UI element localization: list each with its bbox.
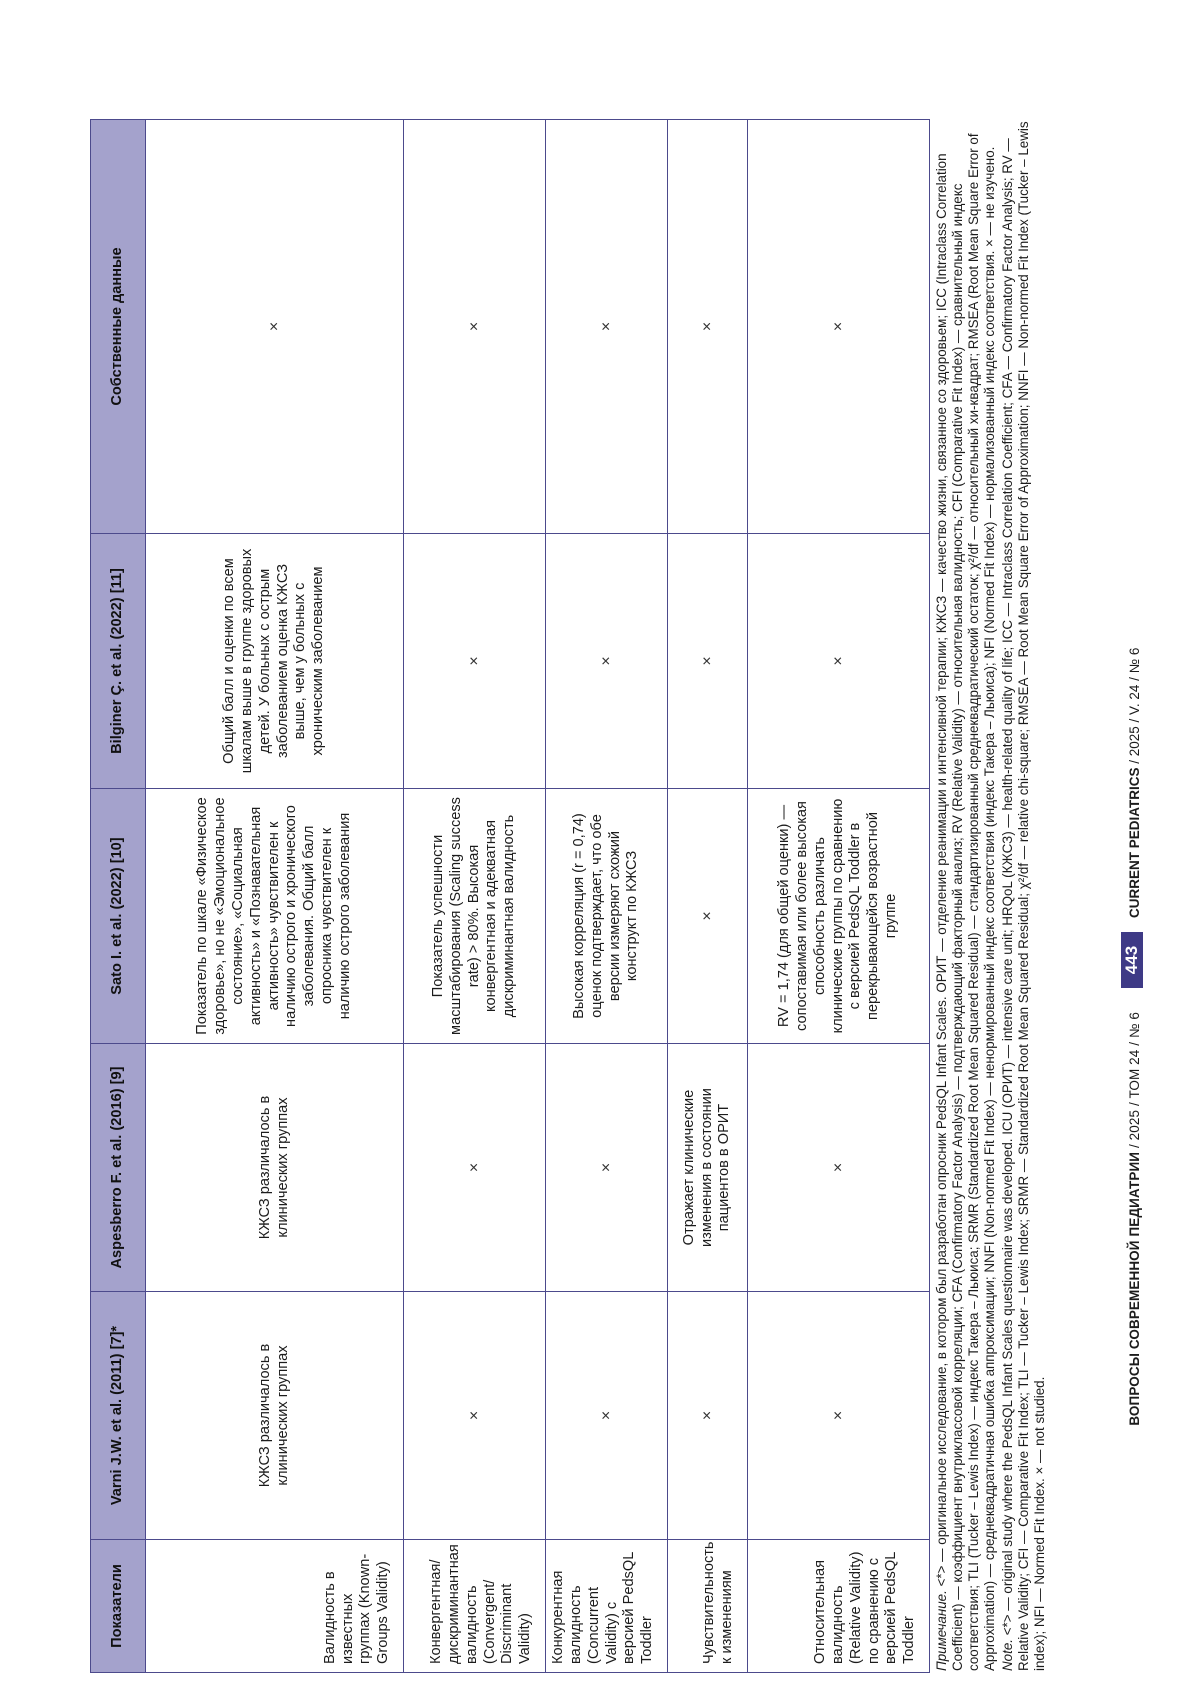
table-cell: Отражает клинические изменения в состоянии пациентов в ОРИТ: [668, 1044, 748, 1292]
validity-table: [90, 119, 930, 1673]
note-lead: Примечание.: [934, 1590, 949, 1671]
header-cell: Sato I. et al. (2022) [10]: [91, 789, 146, 1044]
table-cell: ×: [748, 534, 930, 789]
table-cell: ×: [748, 1044, 930, 1292]
journal-title-ru: ВОПРОСЫ СОВРЕМЕННОЙ ПЕДИАТРИИ: [1127, 1151, 1142, 1426]
row-label: Конвергентная/ дискриминантная валидность (Convergent/ Discriminant Validity): [404, 1540, 546, 1673]
table-cell: ×: [404, 120, 546, 534]
table-cell: ×: [748, 1292, 930, 1540]
table-cell: Показатель успешности масштабирования (Scaling success rate) > 80%. Высокая конвергентная и адекватная дискриминантная валидность: [404, 789, 546, 1044]
table-cell: Общий балл и оценки по всем шкалам выше в группе здоровых детей. У больных с острым заболеванием оценка КЖСЗ выше, чем у больных с хроническим заболеванием: [146, 534, 404, 789]
table-cell: ×: [546, 1044, 668, 1292]
table-cell: ×: [546, 120, 668, 534]
table-row: [546, 120, 668, 1673]
row-label: Конкурентная валидность (Concurrent Validity) с версией PedsQL Toddler: [546, 1540, 668, 1673]
table-cell: ×: [146, 120, 404, 534]
table-notes: [934, 121, 1049, 1671]
header-cell: Показатели: [91, 1540, 146, 1673]
table-cell: ×: [546, 534, 668, 789]
journal-en: [1127, 648, 1142, 918]
table-cell: ×: [668, 789, 748, 1044]
page-number: 443: [1121, 932, 1143, 988]
table-cell: ×: [404, 1292, 546, 1540]
header-cell: Varni J.W. et al. (2011) [7]*: [91, 1292, 146, 1540]
table-cell: ×: [668, 534, 748, 789]
table-row: [748, 120, 930, 1673]
table-cell: КЖСЗ различалось в клинических группах: [146, 1044, 404, 1292]
table-cell: ×: [668, 1292, 748, 1540]
header-cell: Bilginer Ç. et al. (2022) [11]: [91, 534, 146, 789]
table-cell: ×: [748, 120, 930, 534]
header-cell: Собственные данные: [91, 120, 146, 534]
journal-meta-ru: / 2025 / ТОМ 24 / № 6: [1127, 1012, 1142, 1152]
note-english: [1000, 121, 1048, 1671]
table-cell: Высокая корреляция (r = 0,74) оценок подтверждает, что обе версии измеряют схожий конструкт по КЖСЗ: [546, 789, 668, 1044]
table-cell: RV = 1,74 (для общей оценки) — сопоставимая или более высокая способность различать клинические группы по сравнению с версией PedsQL Toddler в перекрывающейся возрастной группе: [748, 789, 930, 1044]
table-cell: КЖСЗ различалось в клинических группах: [146, 1292, 404, 1540]
note-text: <*> — оригинальное исследование, в котором был разработан опросник PedsQL Infant Scales. ОРИТ — отделение реанимации и интенсивной терапии; КЖСЗ — качество жизни, связанное со здоровьем; ICC (Intraclass Correlation Coefficient) — коэффициент внутриклассовой корреляции; CFA (Confirmatory Factor Analysis) — подтверждающий факторный анализ; RV (Relative Validity) — относительная валидность; CFI (Comparative Fit Index) — сравнительный индекс соответствия; TLI (Tucker – Lewis Index) — индекс Такера – Льюиса; SRMR (Standardized Root Mean Squared Residual) — стандартизированный среднеквадратический остаток; χ²/df — относительный хи-квадрат; RMSEA (Root Mean Square Error of Approximation) — среднеквадратичная ошибка аппроксимации; NNFI (Non-normed Fit Index) — ненормированный индекс соответствия (индекс Такера – Льюиса); NFI (Normed Fit Index) — нормализованный индекс соответствия. × — не изучено.: [934, 133, 998, 1671]
note-text: <*> — original study where the PedsQL Infant Scales questionnaire was developed. ICU (ОРИТ) — intensive care unit; HRQoL (КЖСЗ) — health-related quality of life; ICC — Intraclass Correlation Coefficient; CFA — Confirmatory Factor Analysis; RV — Relative Validity; CFI — Comparative Fit Index; TLI — Tucker – Lewis Index; SRMR — Standardized Root Mean Squared Residual; χ²/df — relative chi-square; RMSEA — Root Mean Square Error of Approximation; NNFI — Non-normed Fit Index (Tucker – Lewis index); NFI — Normed Fit Index. × — not studied.: [999, 121, 1047, 1671]
note-lead: Note.: [999, 1638, 1015, 1671]
header-cell: Aspesberro F. et al. (2016) [9]: [91, 1044, 146, 1292]
page-footer: [1118, 0, 1158, 1698]
table-cell: ×: [404, 534, 546, 789]
note-russian: [934, 121, 999, 1671]
row-label: Валидность в известных группах (Known-Groups Validity): [146, 1540, 404, 1673]
journal-meta-en: / 2025 / V. 24 / № 6: [1127, 647, 1142, 768]
table-row: [146, 120, 404, 1673]
row-label: Относительная валидность (Relative Validity) по сравнению с версией PedsQL Toddler: [748, 1540, 930, 1673]
table-cell: Показатель по шкале «Физическое здоровье», но не «Эмоциональное состояние», «Социальная активность» и «Познавательная активность» чувствителен к наличию острого и хронического заболевания. Общий балл опросника чувствителен к наличию острого заболевания: [146, 789, 404, 1044]
table-row: [404, 120, 546, 1673]
table-cell: ×: [404, 1044, 546, 1292]
table-row: [668, 120, 748, 1673]
row-label: Чувствительность к изменениям: [668, 1540, 748, 1673]
journal-title-en: CURRENT PEDIATRICS: [1127, 767, 1142, 918]
table-header-row: [91, 120, 146, 1673]
table-cell: ×: [668, 120, 748, 534]
journal-ru: [1127, 1012, 1142, 1426]
table-cell: ×: [546, 1292, 668, 1540]
